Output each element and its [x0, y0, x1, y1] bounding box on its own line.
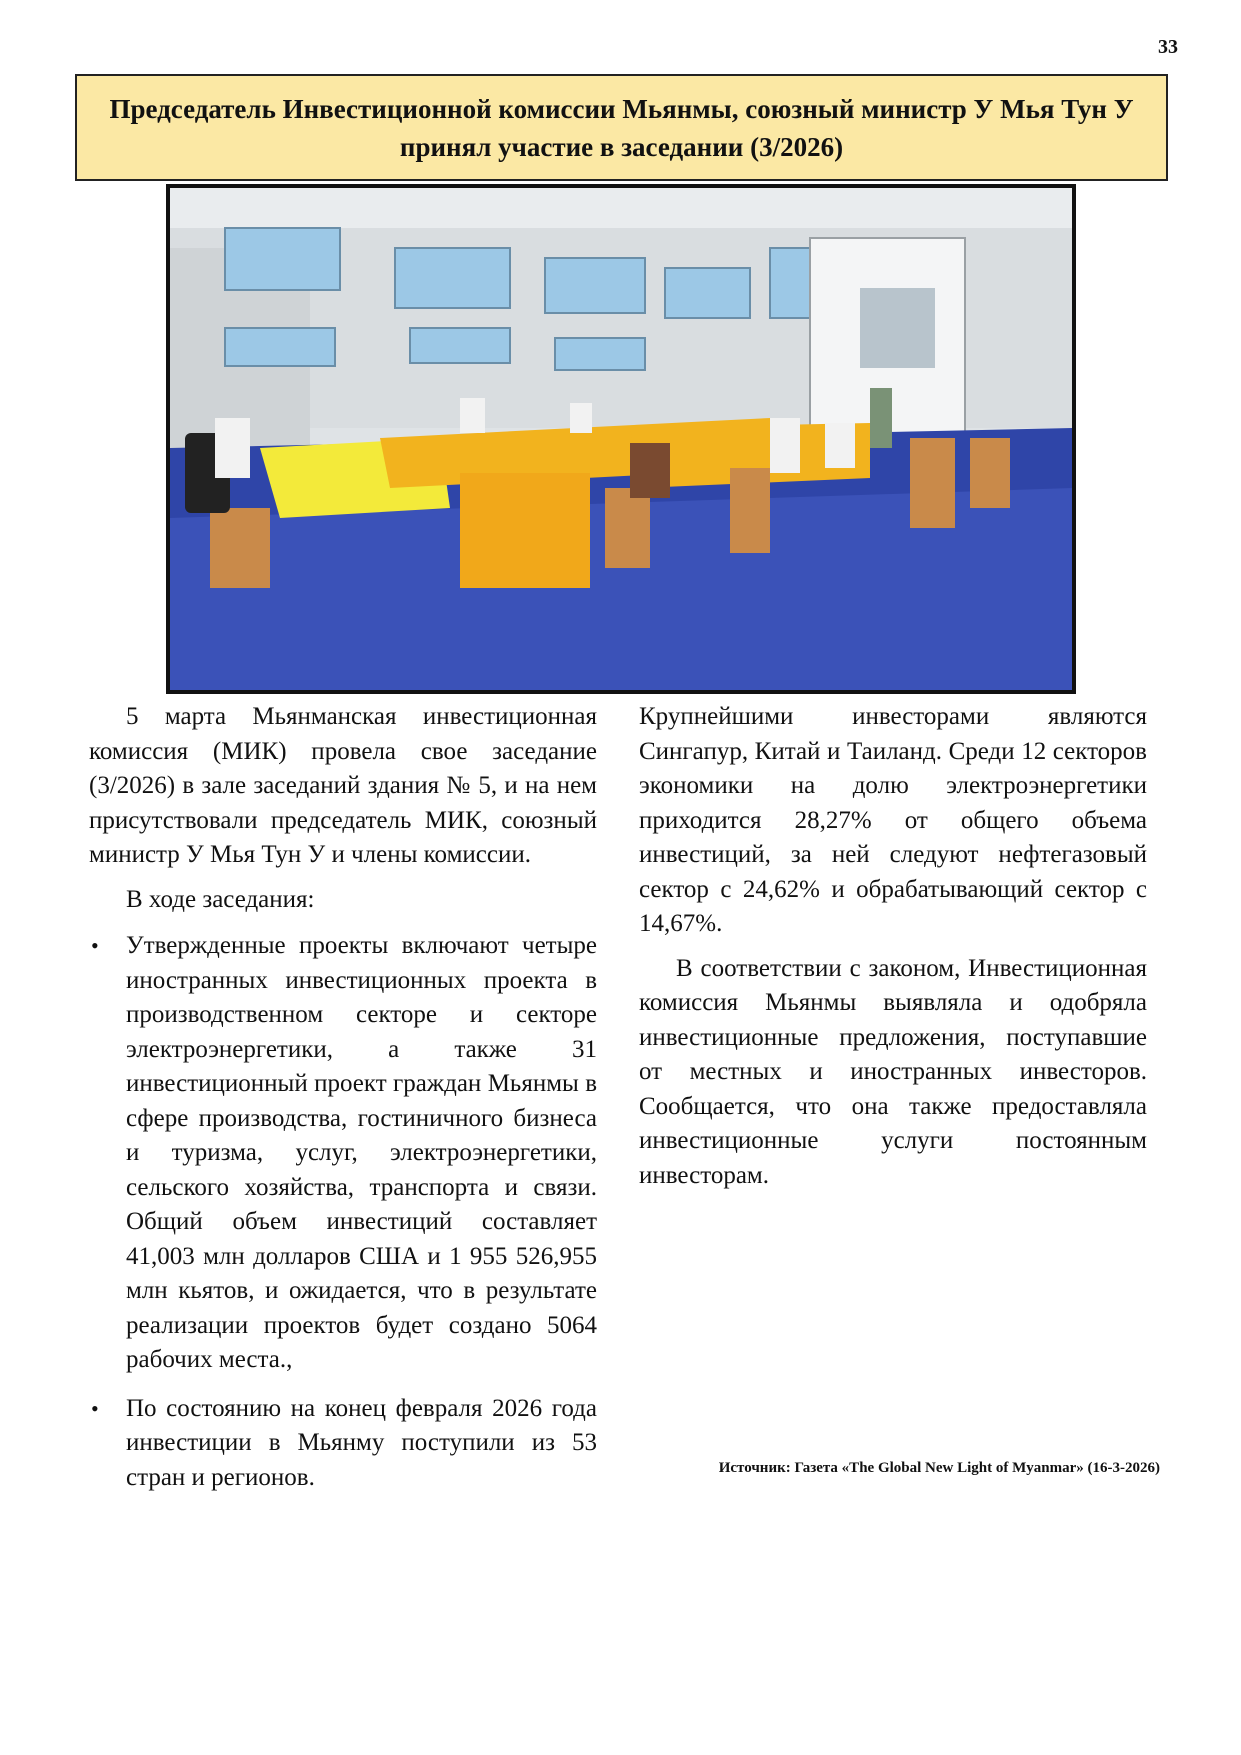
right-paragraph-1: Крупнейшими инвесторами являются Сингапур, Китай и Таиланд. Среди 12 секторов экономики на долю электроэнергетики приходится 28,27% от общего объема инвестиций, за ней следуют нефтегазовый сектор с 24,62% и обрабатывающий сектор с 14,67%. [639, 703, 1147, 937]
page-number: 33 [1158, 36, 1178, 58]
left-column [89, 700, 597, 1509]
right-paragraph-2: В соответствии с законом, Инвестиционная комиссия Мьянмы выявляла и одобряла инвестиционные предложения, поступавшие от местных и иностранных инвесторов. Сообщается, что она также предоставляла инвестиционные услуги постоянным инвесторам. [639, 954, 1147, 1189]
title-box [75, 74, 1168, 181]
bullet-list [89, 929, 597, 1495]
right-column [639, 700, 1147, 1203]
list-item [89, 929, 597, 1378]
bullet-text: Утвержденные проекты включают четыре иностранных инвестиционных проекта в производственном секторе и секторе электроэнергетики, а также 31 инвестиционный проект граждан Мьянмы в сфере производства, гостиничного бизнеса и туризма, услуг, электроэнергетики, сельского хозяйства, транспорта и связи. Общий объем инвестиций составляет 41,003 млн долларов США и 1 955 526,955 млн кьятов, и ожидается, что в результате реализации проектов будет создано 5064 рабочих места., [126, 932, 597, 1373]
bullet-icon: • [91, 933, 99, 958]
source-citation: Источник: Газета «The Global New Light of Myanmar» (16-3-2026) [718, 1460, 1160, 1476]
photo-illustration [170, 188, 1072, 690]
left-paragraph-2: В ходе заседания: [126, 885, 315, 913]
left-paragraph-1: 5 марта Мьянманская инвестиционная комиссия (МИК) провела свое заседание (3/2026) в зале заседаний здания № 5, и на нем присутствовали председатель МИК, союзный министр У Мья Тун У и члены комиссии. [89, 703, 597, 868]
meeting-hall-photo [166, 184, 1076, 694]
list-item [89, 1392, 597, 1496]
bullet-text: По состоянию на конец февраля 2026 года инвестиции в Мьянму поступили из 53 стран и регионов. [126, 1394, 597, 1491]
article-title: Председатель Инвестиционной комиссии Мьянмы, союзный министр У Мья Тун У принял участие в заседании (3/2026) [109, 93, 1134, 162]
bullet-icon: • [91, 1395, 99, 1421]
